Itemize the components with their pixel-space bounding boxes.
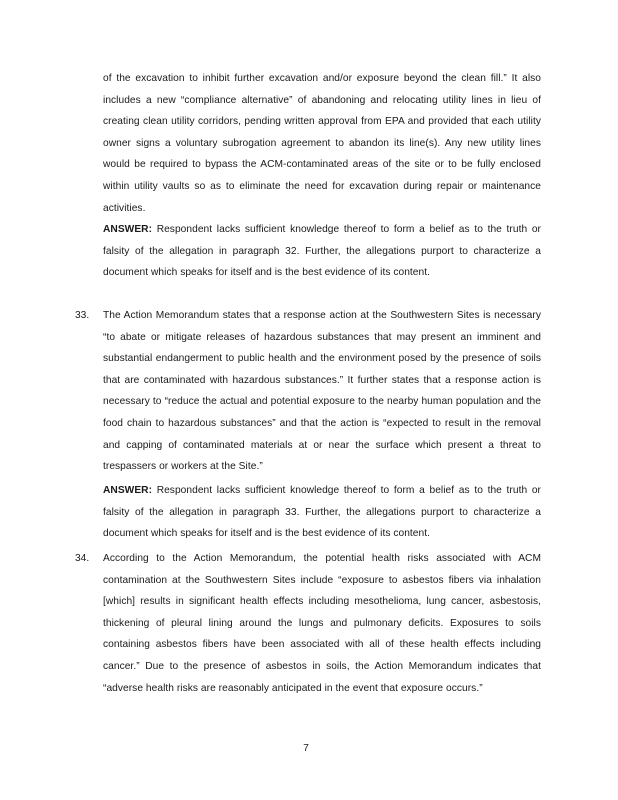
paragraph-number-33: 33. — [75, 310, 90, 321]
paragraph-32-continuation: of the excavation to inhibit further excavation and/or exposure beyond the clean fill.” It also includes a new “compliance alternative” of abandoning and relocating utility lines in lieu of creating clean utility corridors, pending written approval from EPA and provided that each utility owner signs a voluntary subrogation agreement to abandon its line(s). Any new utility lines would be required to bypass the ACM-contaminated areas of the site or to be fully enclosed within utility vaults so as to eliminate the need for excavation during repair or maintenance activities. — [103, 73, 541, 214]
answer-33 — [103, 480, 541, 545]
page-number: 7 — [303, 743, 309, 754]
answer-label: ANSWER: — [103, 485, 153, 496]
paragraph-number-34: 34. — [75, 553, 90, 564]
paragraph-33: The Action Memorandum states that a response action at the Southwestern Sites is necessary “to abate or mitigate releases of hazardous substances that may present an imminent and substantial endangerment to public health and the environment posed by the presence of soils that are contaminated with hazardous substances.” It further states that a response action is necessary to “reduce the actual and potential exposure to the nearby human population and the food chain to hazardous substances” and that the action is “expected to result in the removal and capping of contaminated materials at or near the surface which present a threat to trespassers or workers at the Site.” — [103, 310, 541, 473]
paragraph-34: According to the Action Memorandum, the potential health risks associated with ACM contamination at the Southwestern Sites include “exposure to asbestos fibers via inhalation [which] results in significant health effects including mesothelioma, lung cancer, asbestosis, thickening of pleural lining around the lungs and pulmonary deficits. Exposures to soils containing asbestos fibers have been associated with all of these health effects including cancer.” Due to the presence of asbestos in soils, the Action Memorandum indicates that “adverse health risks are reasonably anticipated in the event that exposure occurs.” — [103, 553, 541, 694]
answer-text: Respondent lacks sufficient knowledge thereof to form a belief as to the truth or falsity of the allegation in paragraph 33. Further, the allegations purport to characterize a document which speaks for itself and is the best evidence of its content. — [103, 485, 541, 540]
answer-32 — [103, 219, 541, 284]
answer-text: Respondent lacks sufficient knowledge thereof to form a belief as to the truth or falsity of the allegation in paragraph 32. Further, the allegations purport to characterize a document which speaks for itself and is the best evidence of its content. — [103, 224, 541, 279]
answer-label: ANSWER: — [103, 224, 153, 235]
